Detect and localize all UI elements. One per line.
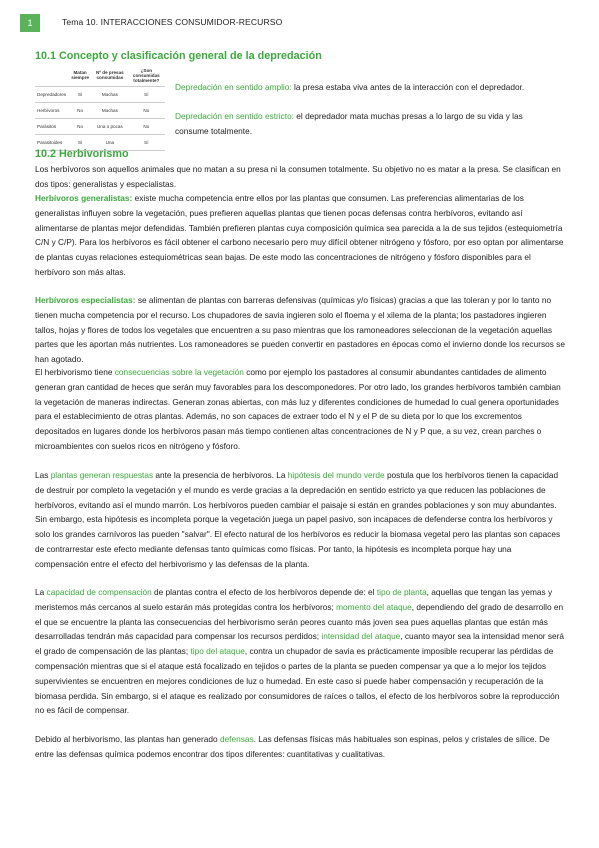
paragraph-responses [35, 468, 566, 572]
consequences-highlight: consecuencias sobre la vegetación [114, 367, 244, 377]
text-span: La [35, 587, 47, 597]
definition-strict-label: Depredación en sentido estricto: [175, 111, 294, 121]
paragraph-consequences [35, 365, 566, 454]
table-cell: Una [92, 135, 128, 151]
page-number-badge: 1 [20, 14, 40, 32]
table-cell: Herbívoros [35, 103, 68, 119]
generalists-label: Herbívoros generalistas: [35, 193, 133, 203]
plant-responses-highlight: plantas generan respuestas [50, 470, 154, 480]
table-cell: Muchas [92, 87, 128, 103]
definition-broad-text: la presa estaba viva antes de la interacción con el depredador. [291, 82, 525, 92]
text-span: , dependiendo del grado de desarrollo en el que se encuentre la planta las consecuencias del herbivorismo serán peores cuanto más joven sea pues aquellas plantas que están más desarrolladas tendrán más capacidad para compensar los recursos perdidos; [35, 601, 564, 642]
table-cell: Sí [68, 87, 92, 103]
table-cell: Muchas [92, 103, 128, 119]
table-cell: Sí [128, 87, 165, 103]
paragraph-generalists [35, 191, 566, 280]
plant-type-highlight: tipo de planta [376, 587, 427, 597]
definition-broad [175, 80, 555, 95]
table-cell: Parasitoides [35, 135, 68, 151]
table-cell: No [128, 103, 165, 119]
text-span: ante la presencia de herbívoros. La [153, 470, 288, 480]
table-cell: No [128, 119, 165, 135]
compensation-highlight: capacidad de compensación [46, 587, 152, 597]
text-span: . Las defensas físicas más habituales son espinas, pelos y cristales de sílice. De entre las defensas química podemos encontrar dos tipos diferentes: cuantitativas y cualitativas. [35, 734, 550, 759]
text-span: , contra un chupador de savia es prácticamente imposible recuperar las pérdidas de compensación mientras que si el ataque está focalizado en tejidos o partes de la planta se pueden compensar ya que a lo mejor los tejidos supervivientes se encuentren en mejores condiciones de luz o humedad. En este caso si puede haber compensación y recuperación de la biomasa perdida. Sin embargo, si el ataque es realizado por consumidores de raíces o tallos, el efecto de los herbívoros sobre la reproducción no es fácil de compensar. [35, 646, 560, 716]
table-cell: Parásitos [35, 119, 68, 135]
paragraph-intro: Los herbívoros son aquellos animales que no matan a su presa ni la consumen totalmente. Su objetivo no es matar a la presa. Se clasifican en dos tipos: generalistas y especialistas. [35, 164, 561, 189]
text-span: El herbivorismo tiene [35, 367, 115, 377]
table-header-cell: ¿Son consumidas totalmente? [128, 64, 165, 87]
specialists-label: Herbívoros especialistas: [35, 295, 136, 305]
section-title-1: 10.1 Concepto y clasificación general de la depredación [35, 50, 322, 62]
table-cell: Una o pocas [92, 119, 128, 135]
text-span: de plantas contra el efecto de los herbívoros depende de: el [151, 587, 377, 597]
header-title: Tema 10. INTERACCIONES CONSUMIDOR-RECURSO [62, 17, 283, 27]
table-cell: No [68, 119, 92, 135]
paragraph-compensation [35, 585, 566, 718]
defenses-highlight: defensas [219, 734, 254, 744]
definition-broad-label: Depredación en sentido amplio: [175, 82, 292, 92]
table-header-cell: Nº de presas consumidas [92, 64, 128, 87]
table-header-row [35, 64, 165, 87]
page-header [0, 0, 599, 44]
attack-moment-highlight: momento del ataque [336, 601, 412, 612]
section-title-2: 10.2 Herbivorismo [35, 148, 129, 160]
definition-strict [175, 109, 555, 139]
text-span: como por ejemplo los pastadores al consumir abundantes cantidades de alimento generan gran cantidad de heces que serán muy favorables para los descomponedores. Por otro lado, los grandes herbívoros también cambian la vegetación de maneras indirectas. Generan zonas abiertas, con más luz y diferentes condiciones de humedad lo cual genera oportunidades para el establecimiento de otras plantas. Además, no son capaces de extraer todo el N y el P de su dieta por lo que los excrementos depositados en lugares donde los herbívoros pasan más tiempo contienen altas concentraciones de N y P que, a su vez, crean parches o microambientes con suelos ricos en nitrógeno y fósforo. [35, 367, 561, 451]
paragraph-defenses [35, 732, 566, 762]
table-cell: No [68, 103, 92, 119]
text-span: , aquellas que tengan las yemas y meristemos más cercanos al suelo estarán más protegidas contra los herbívoros; [35, 587, 553, 612]
table-row [35, 103, 165, 119]
attack-type-highlight: tipo del ataque [190, 646, 245, 657]
generalists-text: existe mucha competencia entre ellos por las plantas que consumen. Las preferencias alimentarias de los generalistas influyen sobre la vegetación, pues prefieren aquellas plantas que tienen pocas defensas contra herbívoros, evitando así alimentarse de plantas mejor defendidas. También prefieren plantas cuya composición química sea parecida a la de sus tejidos (estequiometría C/N y C/P). Para los herbívoros es fácil obtener el carbono necesario pero muy difícil obtener nitrógeno y fósforo, por eso optan por alimentarse de plantas cuyas relaciones estequiométricas sean bajas. De este modo las concentraciones de nitrógeno y fósforo disponibles para el herbívoro son más altas. [35, 193, 564, 277]
definition-strict-text: el depredador mata muchas presas a lo largo de su vida y las consume totalmente. [175, 111, 523, 136]
text-span: Las [35, 470, 51, 480]
green-world-highlight: hipótesis del mundo verde [287, 470, 385, 480]
table-cell: Sí [68, 135, 92, 151]
paragraph-specialists [35, 293, 566, 367]
table-header-cell [35, 64, 68, 87]
table-header-cell: Matan siempre [68, 64, 92, 87]
predation-table [35, 64, 165, 151]
text-span: , cuanto mayor sea la intensidad menor será el grado de compensación de las plantas; [35, 631, 565, 657]
text-span: Debido al herbivorismo, las plantas han generado [35, 734, 220, 744]
table-cell: Sí [128, 135, 165, 151]
attack-intensity-highlight: intensidad del ataque [321, 631, 401, 642]
table-row [35, 119, 165, 135]
table-row [35, 87, 165, 103]
table-cell: Depredadores [35, 87, 68, 103]
text-span: postula que los herbívoros tienen la capacidad de destruir por completo la vegetación y el mundo es verde gracias a la depredación en sentido estricto ya que reducen las poblaciones de herbívoros, evitando así el mundo marrón. Los herbívoros pueden cambiar el paisaje si están en grandes poblaciones y son muy abundantes. Sin embargo, esta hipótesis es incompleta porque la vegetación juega un papel pasivo, son incapaces de defenderse contra los herbívoros y solo los grandes carnívoros las pueden "salvar". El efecto natural de los herbívoros es reducir la biomasa vegetal pero las plantas son capaces de contrarrestar este efecto mediante defensas tanto químicas como físicas. Por tanto, la hipótesis es incompleta porque hay una compensación entre el efecto del herbivorismo y las defensas de la planta. [35, 470, 561, 569]
specialists-text: se alimentan de plantas con barreras defensivas (químicas y/o físicas) gracias a que las toleran y por lo tanto no tienen mucha competencia por el recurso. Los chupadores de savia ingieren solo el floema y el xilema de la planta; los pastadores ingieren tallos, hojas y flores de todos los vegetales que encuentren a su paso mientras que los ramoneadores seleccionan de la vegetación aquellas partes que les aportan más nutrientes. Los ramoneadores se pueden convertir en pastadores en épocas como el invierno donde los recursos se han agotado. [35, 295, 565, 365]
